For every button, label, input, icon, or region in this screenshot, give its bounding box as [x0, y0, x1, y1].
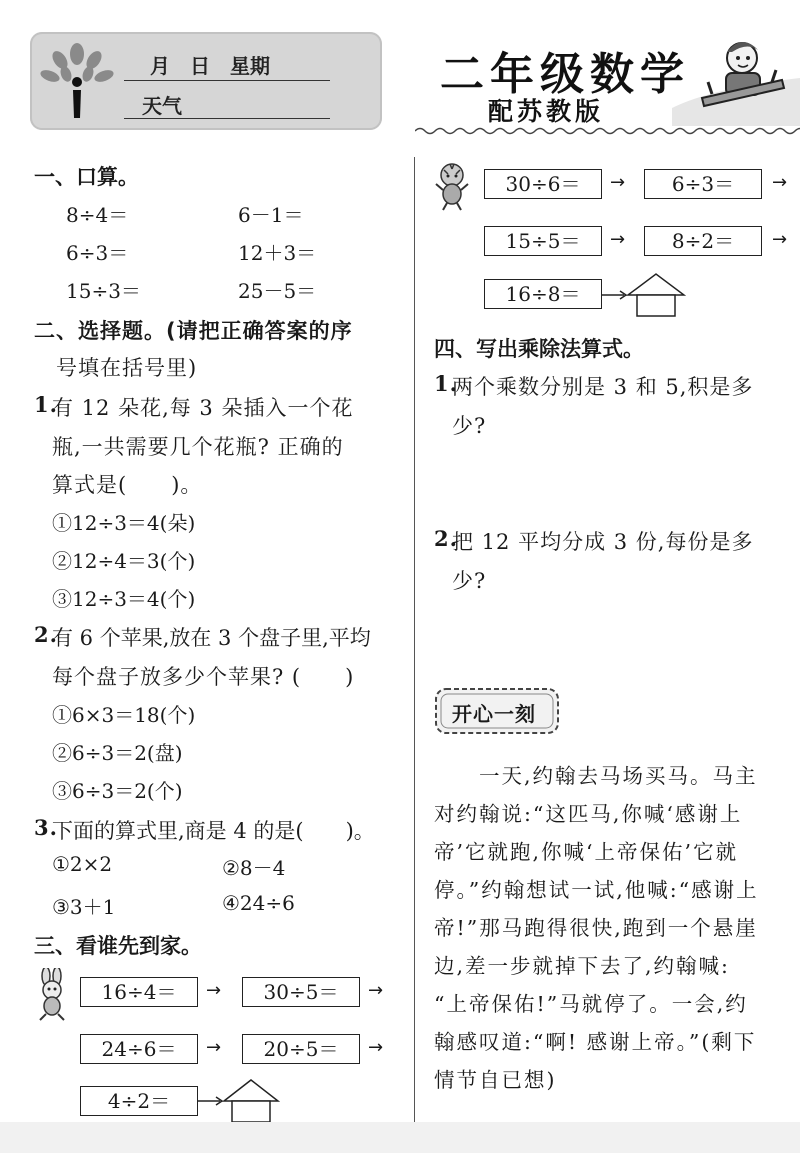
header-wave-border	[415, 126, 800, 136]
path-box: 24÷6＝	[80, 1034, 198, 1064]
q1-number: 1.	[34, 392, 58, 417]
path-box: 16÷4＝	[80, 977, 198, 1007]
path-box: 20÷5＝	[242, 1034, 360, 1064]
q1-text: 算式是( )。	[52, 473, 203, 497]
tree-logo-icon	[36, 40, 118, 122]
oral-item: 6－1＝	[238, 203, 304, 227]
book-title: 二年级数学	[440, 49, 690, 100]
q3-option: ③3＋1	[52, 895, 116, 919]
q2-text: 有 6 个苹果,放在 3 个盘子里,平均	[52, 626, 371, 650]
weather-underline	[124, 118, 330, 119]
oral-item: 6÷3＝	[66, 241, 129, 265]
tiger-icon	[430, 160, 474, 212]
path-box: 6÷3＝	[644, 169, 762, 199]
arrow-icon: →	[772, 229, 788, 250]
story-line: 一天,约翰去马场买马。马主	[434, 764, 758, 788]
q3-option: ①2×2	[52, 852, 113, 876]
path-box: 30÷6＝	[484, 169, 602, 199]
page-bottom-strip	[0, 1122, 800, 1153]
section2-title: 二、选择题。(请把正确答案的序	[34, 319, 353, 343]
q2-option: ①6×3＝18(个)	[52, 703, 196, 727]
boy-on-sled-icon	[672, 28, 800, 126]
story-line: 帝’它就跑,你喊‘上帝保佑’它就	[434, 840, 739, 864]
arrow-icon: →	[206, 1037, 222, 1058]
oral-item: 8÷4＝	[66, 203, 129, 227]
arrow-icon: →	[610, 229, 626, 250]
fun-title: 开心一刻	[452, 702, 536, 726]
date-underline	[124, 80, 330, 81]
story-line: 停。”约翰想试一试,他喊:“感谢上	[434, 878, 759, 902]
q3-number: 3.	[34, 815, 58, 840]
oral-item: 15÷3＝	[66, 279, 141, 303]
q1-text: 瓶,一共需要几个花瓶? 正确的	[52, 435, 344, 459]
path-box: 8÷2＝	[644, 226, 762, 256]
story-line: 情节自已想)	[434, 1068, 557, 1092]
q2-number: 2.	[34, 622, 58, 647]
oral-item: 12＋3＝	[238, 241, 317, 265]
book-edition: 配苏教版	[488, 97, 605, 126]
oral-item: 25－5＝	[238, 279, 317, 303]
path-box: 30÷5＝	[242, 977, 360, 1007]
s4-q1-number: 1.	[434, 371, 458, 396]
q2-option: ③6÷3＝2(个)	[52, 779, 183, 803]
arrow-icon: →	[368, 980, 384, 1001]
path-box: 16÷8＝	[484, 279, 602, 309]
section4-title: 四、写出乘除法算式。	[434, 337, 644, 361]
arrow-icon: →	[772, 172, 788, 193]
rabbit-icon	[30, 968, 74, 1022]
s4-q1-text: 少?	[452, 414, 487, 438]
q3-text: 下面的算式里,商是 4 的是( )。	[52, 819, 375, 843]
story-line: “上帝保佑!”马就停了。一会,约	[434, 992, 748, 1016]
weather-label: 天气	[142, 94, 182, 118]
path-box: 4÷2＝	[80, 1086, 198, 1116]
house-icon	[198, 1076, 280, 1124]
date-line: 月 日 星期	[150, 54, 270, 78]
arrow-icon: →	[368, 1037, 384, 1058]
q2-text: 每个盘子放多少个苹果? ( )	[52, 665, 355, 689]
s4-q2-text: 少?	[452, 569, 487, 593]
q2-option: ②6÷3＝2(盘)	[52, 741, 183, 765]
s4-q1-text: 两个乘数分别是 3 和 5,积是多	[452, 375, 754, 399]
section1-title: 一、口算。	[34, 165, 139, 189]
column-divider	[414, 157, 415, 1122]
house-icon	[602, 270, 686, 318]
arrow-icon: →	[206, 980, 222, 1001]
q3-option: ②8－4	[222, 856, 286, 880]
q1-text: 有 12 朵花,每 3 朵插入一个花	[52, 396, 354, 420]
q1-option: ①12÷3＝4(朵)	[52, 511, 196, 535]
path-box: 15÷5＝	[484, 226, 602, 256]
q1-option: ②12÷4＝3(个)	[52, 549, 196, 573]
story-line: 边,差一步就掉下去了,约翰喊:	[434, 954, 730, 978]
story-line: 对约翰说:“这匹马,你喊‘感谢上	[434, 802, 743, 826]
s4-q2-number: 2.	[434, 526, 458, 551]
arrow-icon: →	[610, 172, 626, 193]
section3-title: 三、看谁先到家。	[34, 934, 202, 958]
story-line: 帝!”那马跑得很快,跑到一个悬崖	[434, 916, 758, 940]
section2-title-cont: 号填在括号里)	[56, 356, 198, 380]
story-line: 翰感叹道:“啊! 感谢上帝。”(剩下	[434, 1030, 757, 1054]
q3-option: ④24÷6	[222, 891, 295, 915]
q1-option: ③12÷3＝4(个)	[52, 587, 196, 611]
s4-q2-text: 把 12 平均分成 3 份,每份是多	[452, 530, 754, 554]
